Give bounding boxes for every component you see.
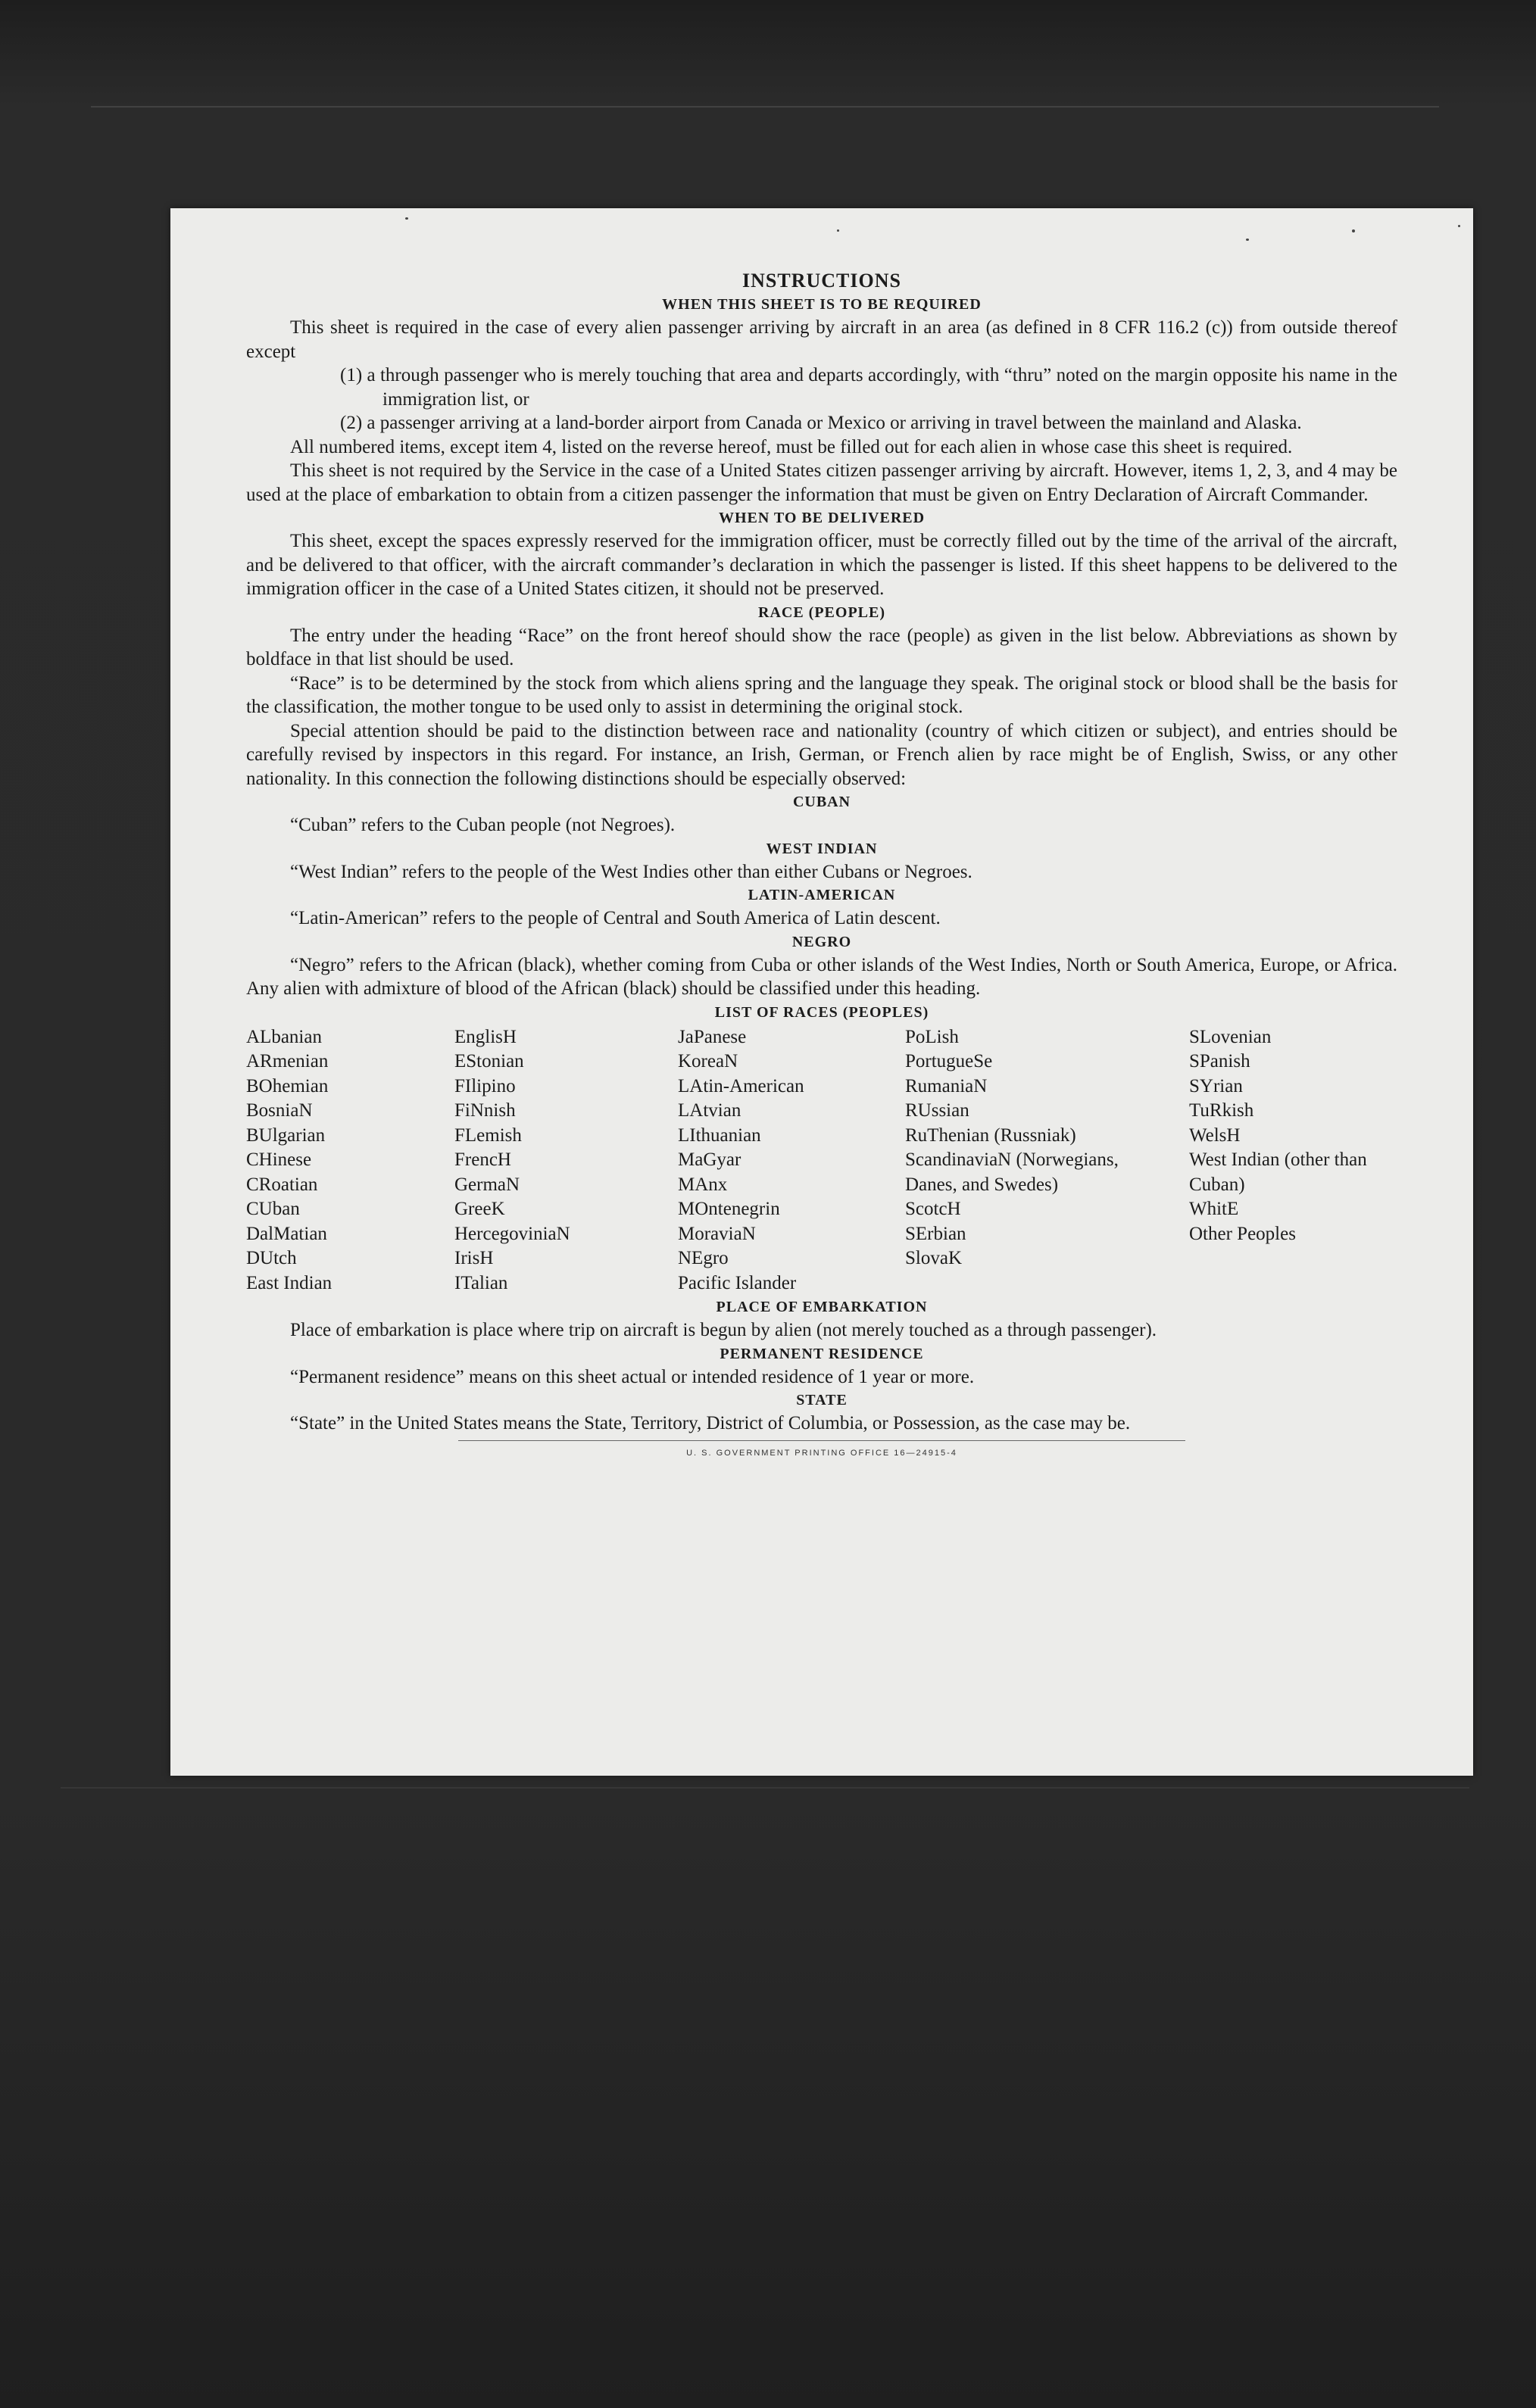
section-heading-race-list: LIST OF RACES (PEOPLES)	[714, 1003, 929, 1021]
race-list-item: HercegoviniaN	[454, 1223, 570, 1244]
section-heading-latin-american: LATIN-AMERICAN	[748, 887, 896, 903]
printing-office-footer: U. S. GOVERNMENT PRINTING OFFICE 16—24915-4	[458, 1440, 1185, 1466]
race-list-item: SPanish	[1189, 1051, 1250, 1071]
race-list-item: LIthuanian	[678, 1124, 761, 1146]
race-list-item: MoraviaN	[678, 1223, 756, 1244]
race-list-item: DalMatian	[246, 1223, 327, 1244]
race-list-item: ARmenian	[246, 1051, 329, 1071]
race-list-item: Other Peoples	[1189, 1223, 1296, 1244]
race-list-item: BosniaN	[246, 1100, 313, 1121]
section-heading-negro: NEGRO	[791, 933, 852, 950]
section-heading-race: RACE (PEOPLE)	[758, 604, 885, 621]
section-heading-delivered: WHEN TO BE DELIVERED	[718, 510, 926, 526]
race-list-item: JaPanese	[678, 1026, 747, 1047]
race-list-item: RuThenian (Russniak)	[905, 1124, 1076, 1146]
race-list-item: BUlgarian	[246, 1124, 326, 1146]
race-list-item: FrencH	[454, 1149, 511, 1170]
section-heading-residence: PERMANENT RESIDENCE	[720, 1345, 924, 1362]
race-list-item: WelsH	[1189, 1124, 1241, 1146]
race-list-item: ALbanian	[246, 1026, 322, 1047]
section-heading-cuban: CUBAN	[792, 794, 851, 810]
section-heading-west-indian: WEST INDIAN	[766, 840, 878, 857]
instruction-sheet	[170, 208, 1473, 1776]
scan-speck	[1458, 225, 1460, 227]
negro-definition: “Negro” refers to the African (black), whether coming from Cuba or other islands of the West Indies, North or South America, Europe, or Africa. Any alien with admixture of blood of the African (black) should be classified under this heading.	[246, 954, 1397, 999]
section-heading-state: STATE	[796, 1392, 848, 1408]
race-list-item: SLovenian	[1189, 1026, 1272, 1047]
race-list-item: CRoatian	[246, 1174, 318, 1195]
cuban-definition: “Cuban” refers to the Cuban people (not Negroes).	[290, 815, 676, 835]
race-list-column-5	[1189, 1025, 1397, 1296]
race-list-item: FiNnish	[454, 1100, 516, 1121]
exception-item-1: (1) a through passenger who is merely touching that area and departs accordingly, with “thru” noted on the margin opposite his name in the immigration list, or	[340, 365, 1397, 410]
scan-line	[61, 1787, 1469, 1789]
race-list-item: ScotcH	[905, 1199, 961, 1219]
race-list-item: SErbian	[905, 1223, 966, 1244]
race-list-item: WhitE	[1189, 1199, 1239, 1219]
race-list	[246, 1025, 1397, 1296]
scan-speck	[405, 217, 408, 220]
document-body	[246, 269, 1397, 1465]
race-list-item: FIlipino	[454, 1075, 516, 1096]
latin-american-definition: “Latin-American” refers to the people of Central and South America of Latin descent.	[290, 908, 941, 928]
race-list-item: SlovaK	[905, 1248, 962, 1268]
race-list-item: RumaniaN	[905, 1075, 988, 1096]
race-list-column-1	[246, 1025, 454, 1296]
race-list-column-4	[905, 1025, 1189, 1296]
race-list-item: MOntenegrin	[678, 1199, 780, 1219]
race-list-item: PoLish	[905, 1026, 959, 1047]
race-list-item: SYrian	[1189, 1075, 1243, 1096]
race-list-item: MAnx	[678, 1174, 728, 1195]
race-list-item: KoreaN	[678, 1051, 738, 1071]
section-heading-required: WHEN THIS SHEET IS TO BE REQUIRED	[662, 296, 982, 313]
required-paragraph-3: This sheet is not required by the Service in the case of a United States citizen passenger arriving by aircraft. However, items 1, 2, 3, and 4 may be used at the place of embarkation to obtain from a citizen passenger the information that must be given on Entry Declaration of Aircraft Commander.	[246, 460, 1397, 505]
scan-speck	[837, 229, 839, 232]
race-list-item: FLemish	[454, 1124, 522, 1146]
race-list-item: GermaN	[454, 1174, 520, 1195]
residence-definition: “Permanent residence” means on this sheet actual or intended residence of 1 year or more.	[290, 1366, 975, 1387]
race-list-item: LAtvian	[678, 1100, 741, 1121]
race-list-item: PortugueSe	[905, 1051, 993, 1071]
west-indian-definition: “West Indian” refers to the people of the West Indies other than either Cubans or Negroes.	[290, 861, 972, 882]
exception-item-2: (2) a passenger arriving at a land-border airport from Canada or Mexico or arriving in travel between the mainland and Alaska.	[340, 413, 1302, 433]
race-list-item: GreeK	[454, 1199, 505, 1219]
race-paragraph-2: “Race” is to be determined by the stock from which aliens spring and the language they speak. The original stock or blood shall be the basis for the classification, the mother tongue to be used only to assist in determining the original stock.	[246, 672, 1397, 717]
race-list-item: LAtin-American	[678, 1075, 804, 1096]
race-list-item: CHinese	[246, 1149, 312, 1170]
race-list-item: BOhemian	[246, 1075, 329, 1096]
race-list-item: MaGyar	[678, 1149, 741, 1170]
scan-speck	[1352, 229, 1355, 232]
race-list-column-3	[678, 1025, 905, 1296]
delivered-paragraph: This sheet, except the spaces expressly reserved for the immigration officer, must be correctly filled out by the time of the arrival of the aircraft, and be delivered to that officer, with the aircraft commander’s declaration in which the passenger is listed. If this sheet happens to be delivered to the immigration officer in the case of a United States citizen, it should not be preserved.	[246, 531, 1397, 599]
race-list-item: East Indian	[246, 1272, 332, 1293]
race-paragraph-3: Special attention should be paid to the distinction between race and nationality (country of which citizen or subject), and entries should be carefully revised by inspectors in this regard. For instance, an Irish, German, or French alien by race might be of English, Swiss, or any other nationality. In this connection the following distinctions should be especially observed:	[246, 720, 1397, 789]
document-title: INSTRUCTIONS	[742, 270, 901, 292]
race-list-item: RUssian	[905, 1100, 969, 1121]
required-paragraph-2: All numbered items, except item 4, listed on the reverse hereof, must be filled out for each alien in whose case this sheet is required.	[290, 436, 1293, 457]
race-list-item: NEgro	[678, 1248, 729, 1268]
scan-line	[91, 106, 1439, 108]
race-list-column-2	[454, 1025, 678, 1296]
required-intro: This sheet is required in the case of every alien passenger arriving by aircraft in an area (as defined in 8 CFR 116.2 (c)) from outside thereof except	[246, 317, 1397, 362]
scan-speck	[1246, 239, 1249, 241]
race-list-item: EStonian	[454, 1051, 524, 1071]
embarkation-definition: Place of embarkation is place where trip on aircraft is begun by alien (not merely touched as a through passenger).	[290, 1320, 1157, 1340]
section-heading-embarkation: PLACE OF EMBARKATION	[716, 1299, 928, 1315]
race-paragraph-1: The entry under the heading “Race” on the front hereof should show the race (people) as given in the list below. Abbreviations as shown by boldface in that list should be used.	[246, 625, 1397, 669]
race-list-item: Pacific Islander	[678, 1272, 797, 1293]
race-list-item: IrisH	[454, 1248, 494, 1268]
race-list-item: West Indian (other than Cuban)	[1189, 1149, 1367, 1195]
race-list-item: CUban	[246, 1199, 300, 1219]
race-list-item: ScandinaviaN (Norwegians, Danes, and Swedes)	[905, 1149, 1119, 1195]
state-definition: “State” in the United States means the State, Territory, District of Columbia, or Possession, as the case may be.	[290, 1413, 1131, 1433]
race-list-item: ITalian	[454, 1272, 508, 1293]
race-list-item: TuRkish	[1189, 1100, 1254, 1121]
race-list-item: EnglisH	[454, 1026, 517, 1047]
race-list-item: DUtch	[246, 1248, 297, 1268]
